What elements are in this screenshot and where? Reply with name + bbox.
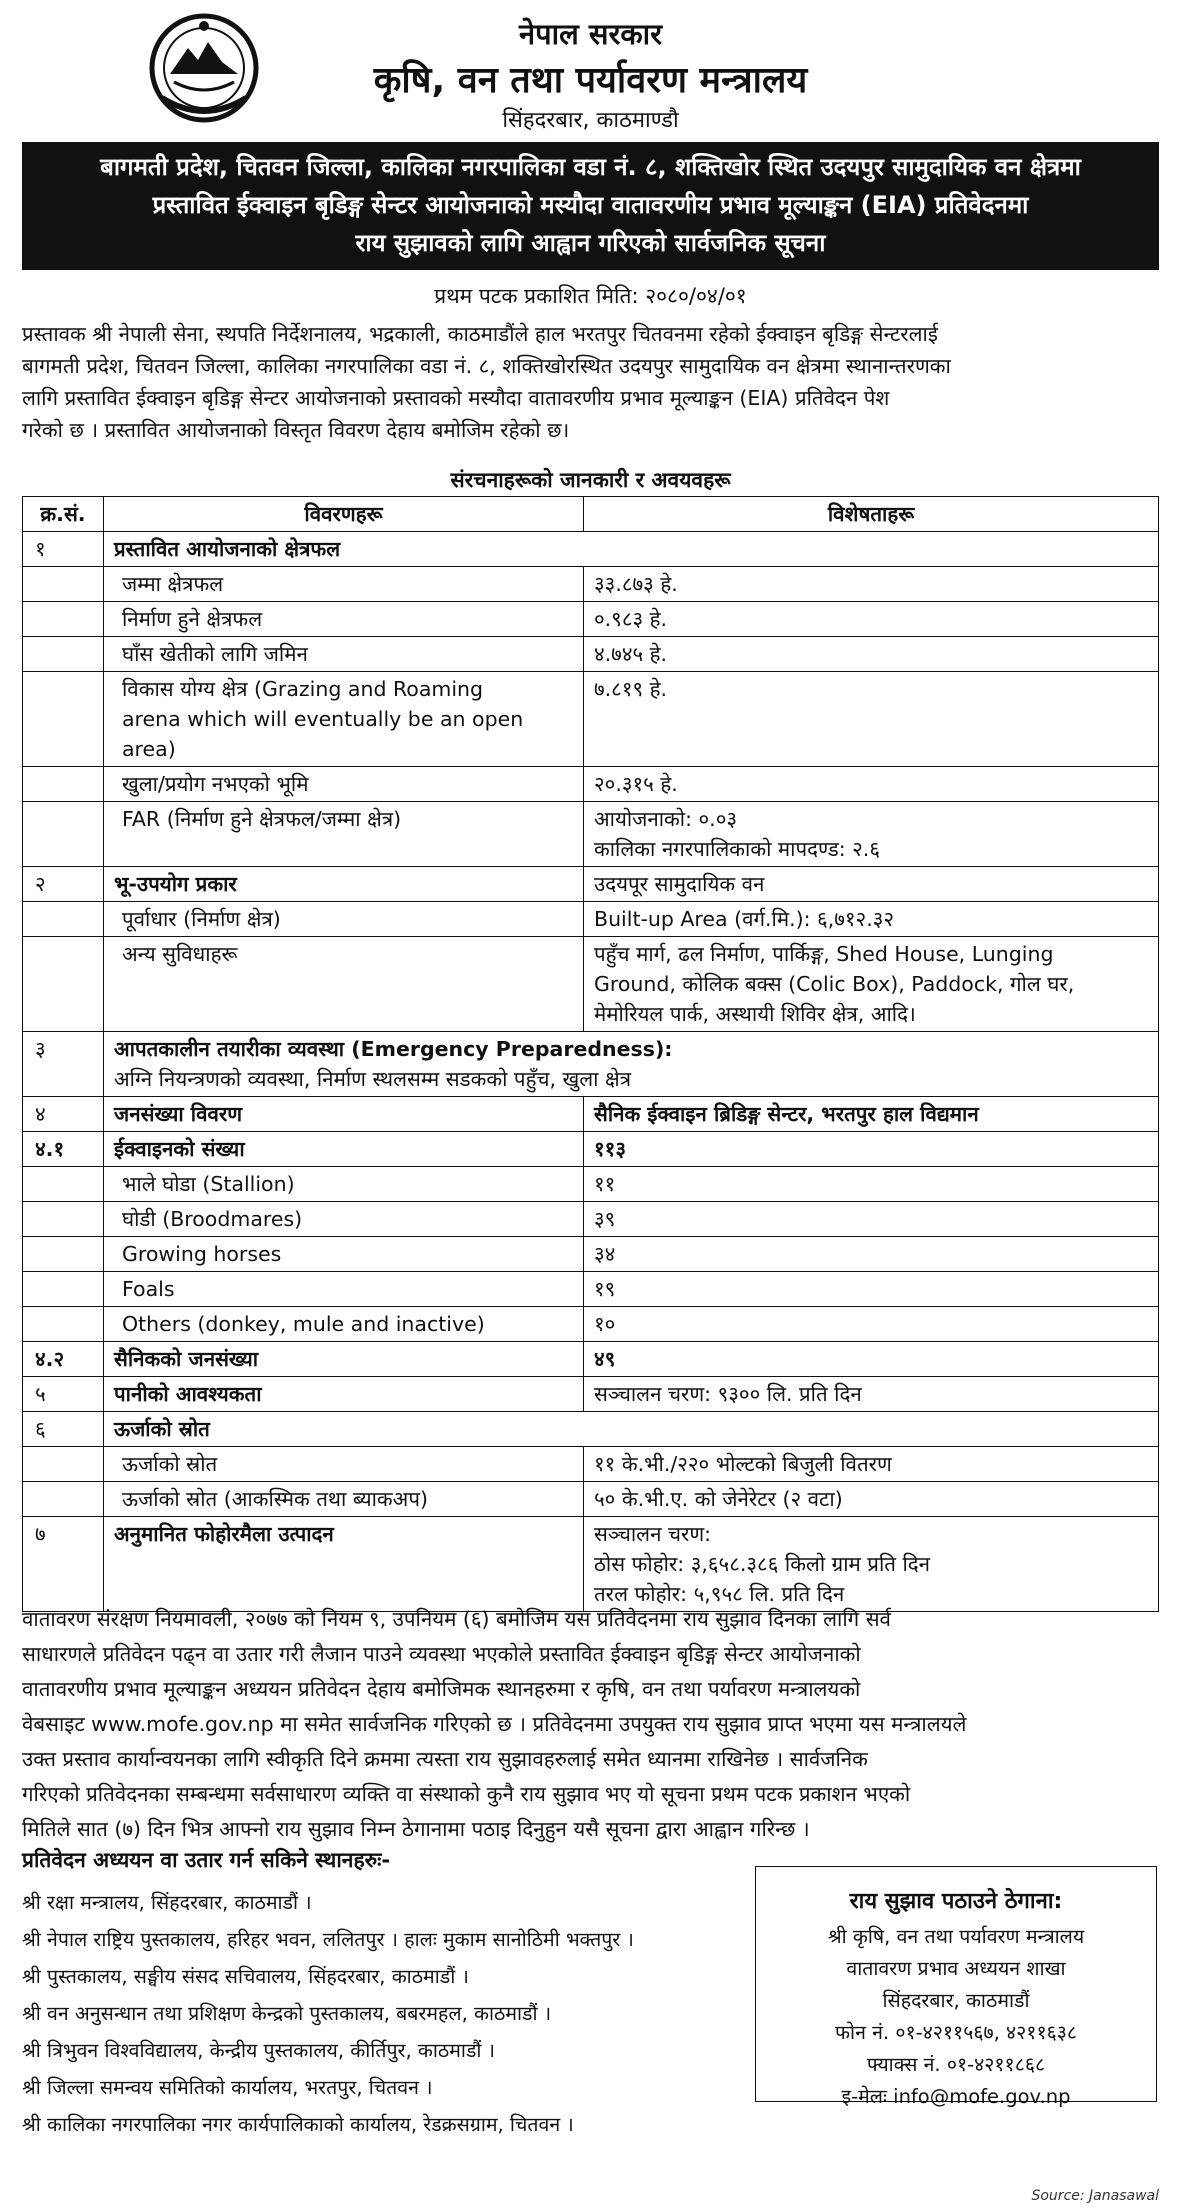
table-row bbox=[23, 532, 1159, 567]
intro-paragraph bbox=[22, 318, 1159, 446]
row-number: ४.२ bbox=[23, 1342, 104, 1377]
intro-line: प्रस्तावक श्री नेपाली सेना, स्थपति निर्देशनालय, भद्रकाली, काठमाडौंले हाल भरतपुर चितवनमा रहेको ईक्वाइन बृडिङ्ग सेन्टरलाई bbox=[22, 322, 938, 346]
table-row bbox=[23, 1482, 1159, 1517]
table-row bbox=[23, 1202, 1159, 1237]
row-number: ४.१ bbox=[23, 1132, 104, 1167]
closing-paragraph bbox=[22, 1602, 1159, 1847]
row-label bbox=[104, 672, 584, 767]
address-fax: फ्याक्स नं. ०१-४२११८६८ bbox=[866, 2053, 1046, 2076]
row-value bbox=[584, 532, 1159, 567]
row-value: ४.७४५ हे. bbox=[584, 637, 1159, 672]
row-label: अनुमानित फोहोरमैला उत्पादन bbox=[104, 1517, 584, 1612]
table-title: संरचनाहरूको जानकारी र अवयवहरू bbox=[450, 468, 731, 492]
closing-line: मितिले सात (७) दिन भित्र आफ्नो राय सुझाव निम्न ठेगानामा पठाइ दिनुहुन यसै सूचना द्वारा आह्वान गरिन्छ । bbox=[22, 1817, 810, 1841]
row-number: ६ bbox=[23, 1412, 104, 1447]
row-label: ऊर्जाको स्रोत (आकस्मिक तथा ब्याकअप) bbox=[104, 1482, 584, 1517]
row-label: Growing horses bbox=[104, 1237, 584, 1272]
table-row bbox=[23, 1237, 1159, 1272]
closing-line: साधारणले प्रतिवेदन पढ्न वा उतार गरी लैजान पाउने व्यवस्था भएकोले प्रस्तावित ईक्वाइन बृडिङ्ग सेन्टर आयोजनाको bbox=[22, 1642, 861, 1666]
row-label: सैनिकको जनसंख्या bbox=[104, 1342, 584, 1377]
row-value bbox=[584, 802, 1159, 867]
address-email: इ-मेलः info@mofe.gov.np bbox=[841, 2085, 1071, 2108]
row-value: २०.३१५ हे. bbox=[584, 767, 1159, 802]
row-label-line: arena which will eventually be an open area) bbox=[122, 707, 524, 761]
row-number: २ bbox=[23, 867, 104, 902]
closing-line: गरिएको प्रतिवेदनका सम्बन्धमा सर्वसाधारण व्यक्ति वा संस्थाको कुनै राय सुझाव भए यो सूचना प्रथम पटक प्रकाशन भएको bbox=[22, 1782, 911, 1806]
row-value-line: मेमोरियल पार्क, अस्थायी शिविर क्षेत्र, आदि। bbox=[594, 1002, 916, 1026]
table-row bbox=[23, 1032, 1159, 1097]
row-value: सञ्चालन चरण: ९३०० लि. प्रति दिन bbox=[584, 1377, 1159, 1412]
table-row bbox=[23, 867, 1159, 902]
table-row bbox=[23, 1342, 1159, 1377]
list-item: श्री पुस्तकालय, सङ्घीय संसद सचिवालय, सिंहदरबार, काठमाडौं । bbox=[22, 1965, 469, 1988]
list-item: श्री वन अनुसन्धान तथा प्रशिक्षण केन्द्रको पुस्तकालय, बबरमहल, काठमाडौं । bbox=[22, 2002, 552, 2025]
row-value: ४९ bbox=[584, 1342, 1159, 1377]
row-number: १ bbox=[23, 532, 104, 567]
row-label: घाँस खेतीको लागि जमिन bbox=[104, 637, 584, 672]
closing-line: उक्त प्रस्ताव कार्यान्वयनका लागि स्वीकृति दिने क्रममा त्यस्ता राय सुझावहरुलाई समेत ध्यानमा राखिनेछ । सार्वजनिक bbox=[22, 1747, 868, 1771]
address-title: राय सुझाव पठाउने ठेगाना: bbox=[849, 1889, 1063, 1914]
row-number: ५ bbox=[23, 1377, 104, 1412]
row-label: अन्य सुविधाहरू bbox=[104, 937, 584, 1032]
closing-line: वातावरण संरक्षण नियमावली, २०७७ को नियम ९, उपनियम (६) बमोजिम यस प्रतिवेदनमा राय सुझाव दिनका लागि सर्व bbox=[22, 1607, 891, 1631]
row-label: ईक्वाइनको संख्या bbox=[104, 1132, 584, 1167]
row-number: ७ bbox=[23, 1517, 104, 1612]
row-value bbox=[584, 1412, 1159, 1447]
intro-line: गरेको छ । प्रस्तावित आयोजनाको विस्तृत विवरण देहाय बमोजिम रहेको छ। bbox=[22, 418, 570, 442]
row-label: भाले घोडा (Stallion) bbox=[104, 1167, 584, 1202]
row-value: १९ bbox=[584, 1272, 1159, 1307]
table-row bbox=[23, 1377, 1159, 1412]
table-row bbox=[23, 1272, 1159, 1307]
row-label: खुला/प्रयोग नभएको भूमि bbox=[104, 767, 584, 802]
row-label: घोडी (Broodmares) bbox=[104, 1202, 584, 1237]
row-value: ७.८१९ हे. bbox=[584, 672, 1159, 767]
notice-title bbox=[22, 142, 1159, 270]
table-row bbox=[23, 1167, 1159, 1202]
table-row bbox=[23, 937, 1159, 1032]
column-header-features: विशेषताहरू bbox=[584, 497, 1159, 532]
places-heading: प्रतिवेदन अध्ययन वा उतार गर्न सकिने स्थानहरुः- bbox=[22, 1848, 391, 1872]
row-label: Others (donkey, mule and inactive) bbox=[104, 1307, 584, 1342]
table-row bbox=[23, 1132, 1159, 1167]
row-label: जनसंख्या विवरण bbox=[104, 1097, 584, 1132]
row-number: ४ bbox=[23, 1097, 104, 1132]
row-value-line: आयोजनाको: ०.०३ bbox=[594, 807, 738, 831]
row-value-line: Ground, कोलिक बक्स (Colic Box), Paddock, गोल घर, bbox=[594, 972, 1075, 996]
project-info-table bbox=[22, 496, 1159, 1612]
row-label: ऊर्जाको स्रोत bbox=[104, 1412, 584, 1447]
row-label: पूर्वाधार (निर्माण क्षेत्र) bbox=[104, 902, 584, 937]
row-detail-line: अग्नि नियन्त्रणको व्यवस्था, निर्माण स्थलसम्म सडकको पहुँच, खुला क्षेत्र bbox=[114, 1067, 632, 1091]
row-label-line: आपतकालीन तयारीका व्यवस्था (Emergency Preparedness): bbox=[114, 1037, 673, 1061]
row-value: ०.९८३ हे. bbox=[584, 602, 1159, 637]
closing-line: वेबसाइट www.mofe.gov.np मा समेत सार्वजनिक गरिएको छ । प्रतिवेदनमा उपयुक्त राय सुझाव प्राप्त भएमा यस मन्त्रालयले bbox=[22, 1712, 967, 1736]
source-credit: Source: Janasawal bbox=[1031, 2188, 1159, 2204]
row-value: सैनिक ईक्वाइन ब्रिडिङ्ग सेन्टर, भरतपुर हाल विद्यमान bbox=[584, 1097, 1159, 1132]
notice-title-line: राय सुझावको लागि आह्वान गरिएको सार्वजनिक सूचना bbox=[355, 229, 826, 257]
row-value bbox=[584, 1517, 1159, 1612]
row-label: ऊर्जाको स्रोत bbox=[104, 1447, 584, 1482]
row-value-line: ठोस फोहोर: ३,६५८.३८६ किलो ग्राम प्रति दिन bbox=[594, 1552, 931, 1576]
row-value: ५० के.भी.ए. को जेनेरेटर (२ वटा) bbox=[584, 1482, 1159, 1517]
table-row bbox=[23, 637, 1159, 672]
header bbox=[0, 0, 1181, 142]
list-item: श्री रक्षा मन्त्रालय, सिंहदरबार, काठमाडौं । bbox=[22, 1891, 312, 1914]
closing-line: वातावरणीय प्रभाव मूल्याङ्कन अध्ययन प्रतिवेदन देहाय बमोजिमक स्थानहरुमा र कृषि, वन तथा पर्यावरण मन्त्रालयको bbox=[22, 1677, 861, 1701]
column-header-description: विवरणहरू bbox=[104, 497, 584, 532]
row-value: ३९ bbox=[584, 1202, 1159, 1237]
row-value: Built-up Area (वर्ग.मि.): ६,७१२.३२ bbox=[584, 902, 1159, 937]
list-item: श्री जिल्ला समन्वय समितिको कार्यालय, भरतपुर, चितवन । bbox=[22, 2076, 433, 2099]
row-value-line: तरल फोहोर: ५,९५८ लि. प्रति दिन bbox=[594, 1582, 845, 1606]
table-header-row bbox=[23, 497, 1159, 532]
places-list bbox=[22, 1884, 742, 2143]
list-item: श्री त्रिभुवन विश्वविद्यालय, केन्द्रीय पुस्तकालय, कीर्तिपुर, काठमाडौं । bbox=[22, 2039, 496, 2062]
address-line: सिंहदरबार, काठमाडौं bbox=[882, 1989, 1030, 2012]
row-value: १० bbox=[584, 1307, 1159, 1342]
table-row bbox=[23, 1447, 1159, 1482]
row-value: उदयपूर सामुदायिक वन bbox=[584, 867, 1159, 902]
row-number: ३ bbox=[23, 1032, 104, 1097]
table-row bbox=[23, 767, 1159, 802]
intro-line: बागमती प्रदेश, चितवन जिल्ला, कालिका नगरपालिका वडा नं. ८, शक्तिखोरस्थित उदयपुर सामुदायिक वन क्षेत्रमा स्थानान्तरणका bbox=[22, 354, 951, 378]
row-label: पानीको आवश्यकता bbox=[104, 1377, 584, 1412]
notice-title-line: बागमती प्रदेश, चितवन जिल्ला, कालिका नगरपालिका वडा नं. ८, शक्तिखोर स्थित उदयपुर सामुदायिक वन क्षेत्रमा bbox=[100, 153, 1081, 181]
intro-line: लागि प्रस्तावित ईक्वाइन बृडिङ्ग सेन्टर आयोजनाको प्रस्तावको मस्यौदा वातावरणीय प्रभाव मूल्याङ्कन (EIA) प्रतिवेदन पेश bbox=[22, 386, 890, 410]
row-value bbox=[584, 937, 1159, 1032]
notice-title-line: प्रस्तावित ईक्वाइन बृडिङ्ग सेन्टर आयोजनाको मस्यौदा वातावरणीय प्रभाव मूल्याङ्कन (EIA) प्रतिवेदनमा bbox=[152, 191, 1029, 219]
table-row bbox=[23, 802, 1159, 867]
row-label: Foals bbox=[104, 1272, 584, 1307]
row-label-line: विकास योग्य क्षेत्र (Grazing and Roaming bbox=[122, 677, 484, 701]
address-line: श्री कृषि, वन तथा पर्यावरण मन्त्रालय bbox=[827, 1925, 1085, 1948]
table-row bbox=[23, 567, 1159, 602]
row-value: ११ के.भी./२२० भोल्टको बिजुली वितरण bbox=[584, 1447, 1159, 1482]
table-row bbox=[23, 1517, 1159, 1612]
row-label: जम्मा क्षेत्रफल bbox=[104, 567, 584, 602]
column-header-sn: क्र.सं. bbox=[23, 497, 104, 532]
row-value-line: सञ्चालन चरण: bbox=[594, 1522, 712, 1546]
table-row bbox=[23, 602, 1159, 637]
published-date: प्रथम पटक प्रकाशित मिति: २०८०/०४/०१ bbox=[434, 284, 747, 308]
row-label: FAR (निर्माण हुने क्षेत्रफल/जम्मा क्षेत्र) bbox=[104, 802, 584, 867]
table-row bbox=[23, 672, 1159, 767]
address-phone: फोन नं. ०१-४२११५६७, ४२११६३८ bbox=[835, 2021, 1077, 2044]
table-row bbox=[23, 1097, 1159, 1132]
list-item: श्री कालिका नगरपालिका नगर कार्यपालिकाको कार्यालय, रेडक्रसग्राम, चितवन । bbox=[22, 2113, 574, 2136]
address-line: वातावरण प्रभाव अध्ययन शाखा bbox=[846, 1957, 1066, 1980]
table-row bbox=[23, 1412, 1159, 1447]
table-row bbox=[23, 1307, 1159, 1342]
row-value-line: पहुँच मार्ग, ढल निर्माण, पार्किङ्ग, Shed House, Lunging bbox=[594, 942, 1054, 966]
row-value: ११ bbox=[584, 1167, 1159, 1202]
table-row bbox=[23, 902, 1159, 937]
row-label bbox=[104, 1032, 1159, 1097]
row-label: भू-उपयोग प्रकार bbox=[104, 867, 584, 902]
government-name: नेपाल सरकार bbox=[519, 17, 662, 51]
row-value: ११३ bbox=[584, 1132, 1159, 1167]
row-label: निर्माण हुने क्षेत्रफल bbox=[104, 602, 584, 637]
list-item: श्री नेपाल राष्ट्रिय पुस्तकालय, हरिहर भवन, ललितपुर । हालः मुकाम सानोठिमी भक्तपुर । bbox=[22, 1928, 634, 1951]
row-value: ३३.८७३ हे. bbox=[584, 567, 1159, 602]
ministry-location: सिंहदरबार, काठमाण्डौ bbox=[502, 108, 679, 133]
ministry-name: कृषि, वन तथा पर्यावरण मन्त्रालय bbox=[373, 60, 808, 101]
row-value-line: कालिका नगरपालिकाको मापदण्ड: २.६ bbox=[594, 837, 880, 861]
row-value: ३४ bbox=[584, 1237, 1159, 1272]
address-box bbox=[755, 1866, 1157, 2108]
row-label: प्रस्तावित आयोजनाको क्षेत्रफल bbox=[104, 532, 584, 567]
